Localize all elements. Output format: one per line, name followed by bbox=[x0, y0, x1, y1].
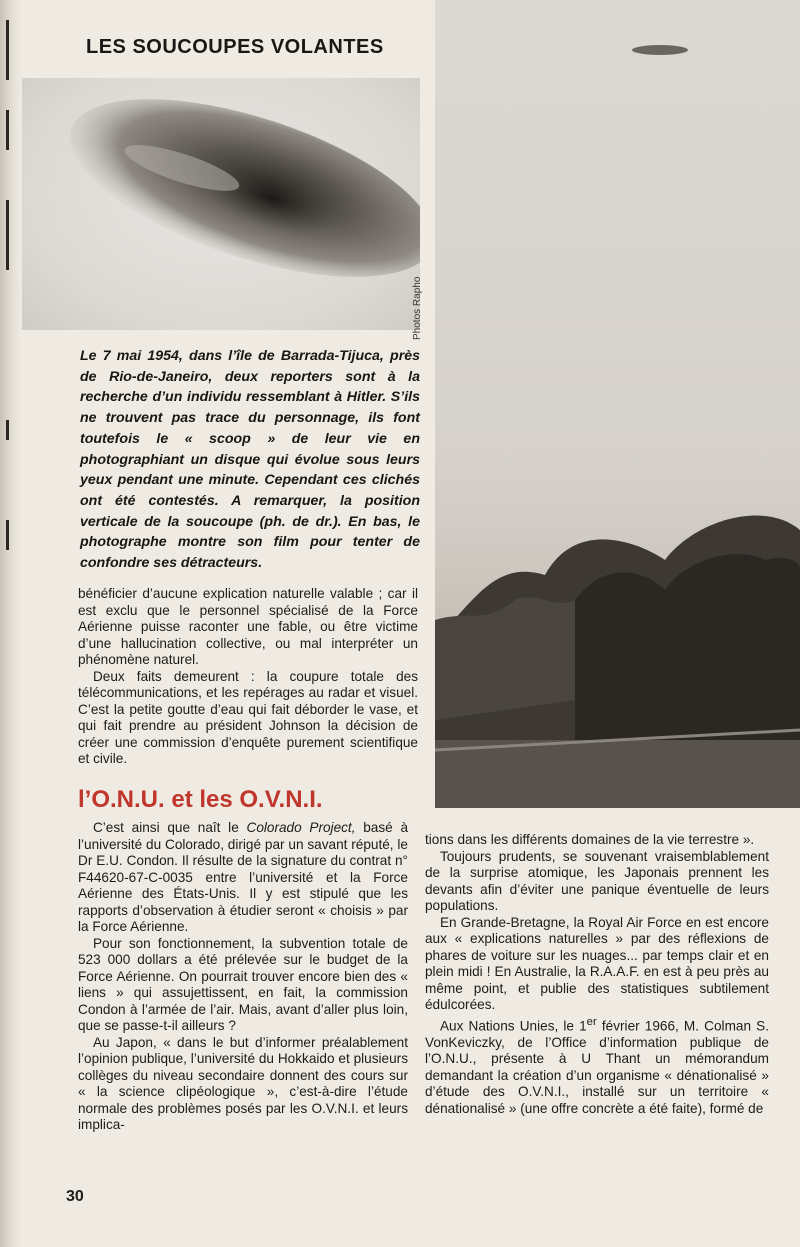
photo-caption: Le 7 mai 1954, dans l’île de Barrada-Tijuca, près de Rio-de-Janeiro, deux reporters sont à la recherche d’un individu ressemblant à Hitler. S’ils ne trouvent pas trace du personnage, ils font toutefois le « scoop » de leur vie en photographiant un disque qui évolue sous leurs yeux pendant une minute. Cependant ces clichés ont été contestés. A remarquer, la position verticale de la soucoupe (ph. de dr.). En bas, le photographe montre son film pour tenter de confondre ses détracteurs. bbox=[80, 348, 420, 572]
article-paragraph: Au Japon, « dans le but d’informer préalablement l’opinion publique, l’université du Hokkaido et plusieurs collèges du niveau secondaire donnent des cours sur « la science clipéologique », c’est-à-dire l’étude normale des problèmes posés par les O.V.N.I. et leurs implica- bbox=[78, 1034, 408, 1132]
binding-mark bbox=[6, 20, 9, 80]
text-span: février 1966, M. Colman S. VonKeviczky, de l’Office d’information publique de l’O.N.U., présente à U Thant un mémorandum demandant la création d’un organisme « dénationalisé » d’étude des O.V.N.I., installé sur un territoire « dénationalisé » (une offre concrète a été faite), formé de bbox=[425, 1018, 769, 1116]
article-paragraph bbox=[78, 820, 408, 936]
page-header-title: LES SOUCOUPES VOLANTES bbox=[86, 36, 384, 58]
intro-paragraph: Deux faits demeurent : la coupure totale des télécommunications, et les repérages au radar et visuel. C’est la petite goutte d’eau qui fait déborder le vase, et qui fait prendre au président Johnson la décision de créer une commission d’enquête purement scientifique et civile. bbox=[78, 668, 418, 766]
photo-credit: Photos Rapho bbox=[412, 276, 423, 340]
tree-left bbox=[435, 597, 575, 720]
binding-mark bbox=[6, 420, 9, 440]
trees-photo bbox=[435, 0, 800, 808]
superscript: er bbox=[586, 1015, 597, 1028]
intro-column bbox=[78, 586, 418, 768]
trees-photo-graphic bbox=[435, 0, 800, 808]
section-heading: l’O.N.U. et les O.V.N.I. bbox=[78, 786, 323, 813]
page-number: 30 bbox=[66, 1188, 84, 1205]
saucer-photo bbox=[22, 78, 420, 330]
saucer-photo-graphic bbox=[22, 78, 420, 330]
tree-right bbox=[575, 554, 800, 760]
page-binding-edge bbox=[0, 0, 22, 1247]
distant-saucer bbox=[632, 45, 688, 55]
article-paragraph bbox=[425, 1014, 769, 1118]
article-paragraph: tions dans les différents domaines de la vie terrestre ». bbox=[425, 832, 755, 847]
intro-paragraph: bénéficier d’aucune explication naturelle valable ; car il est exclu que le personnel spécialisé de la Force Aérienne puisse raconter une fable, ou être victime d’une hallucination collective, ou mal interpréter un phénomène naturel. bbox=[78, 586, 418, 667]
text-span: basé à l’université du Colorado, dirigé par un savant réputé, le Dr E.U. Condon. Il résulte de la signature du contrat n° F44620-67-C-0035 entre l’université et la Force Aérienne des États-Unis. Il y est stipulé que les rapports d’observation à étudier seront « choisis » par la Force Aérienne. bbox=[78, 820, 409, 934]
text-span: Aux Nations Unies, le 1 bbox=[439, 1018, 587, 1034]
binding-mark bbox=[6, 200, 9, 270]
article-paragraph: En Grande-Bretagne, la Royal Air Force en est encore aux « explications naturelles » par des réflexions de phares de voiture sur les nuages... par temps clair et en plein midi ! En Australie, la R.A.A.F. en est à peu près au même point, et publie des statistiques subtilement édulcorées. bbox=[425, 914, 769, 1012]
article-left-column bbox=[78, 820, 408, 1134]
article-paragraph: Pour son fonctionnement, la subvention totale de 523 000 dollars a été prélevée sur le budget de la Force Aérienne. On pourrait trouver encore bien des « liens » qui assujettissent, en fait, la commission Condon à l’armée de l’air. Mais, avant d’aller plus loin, que se passe-t-il ailleurs ? bbox=[78, 935, 408, 1033]
colorado-project-term: Colorado Project, bbox=[246, 820, 356, 835]
text-span: C’est ainsi que naît le bbox=[92, 820, 247, 835]
article-paragraph: Toujours prudents, se souvenant vraisemblablement de la surprise atomique, les Japonais prennent les devants afin d’éviter une panique éventuelle de leurs populations. bbox=[425, 848, 769, 913]
article-right-column bbox=[425, 832, 769, 1117]
ground bbox=[435, 740, 800, 808]
binding-mark bbox=[6, 110, 9, 150]
binding-mark bbox=[6, 520, 9, 550]
